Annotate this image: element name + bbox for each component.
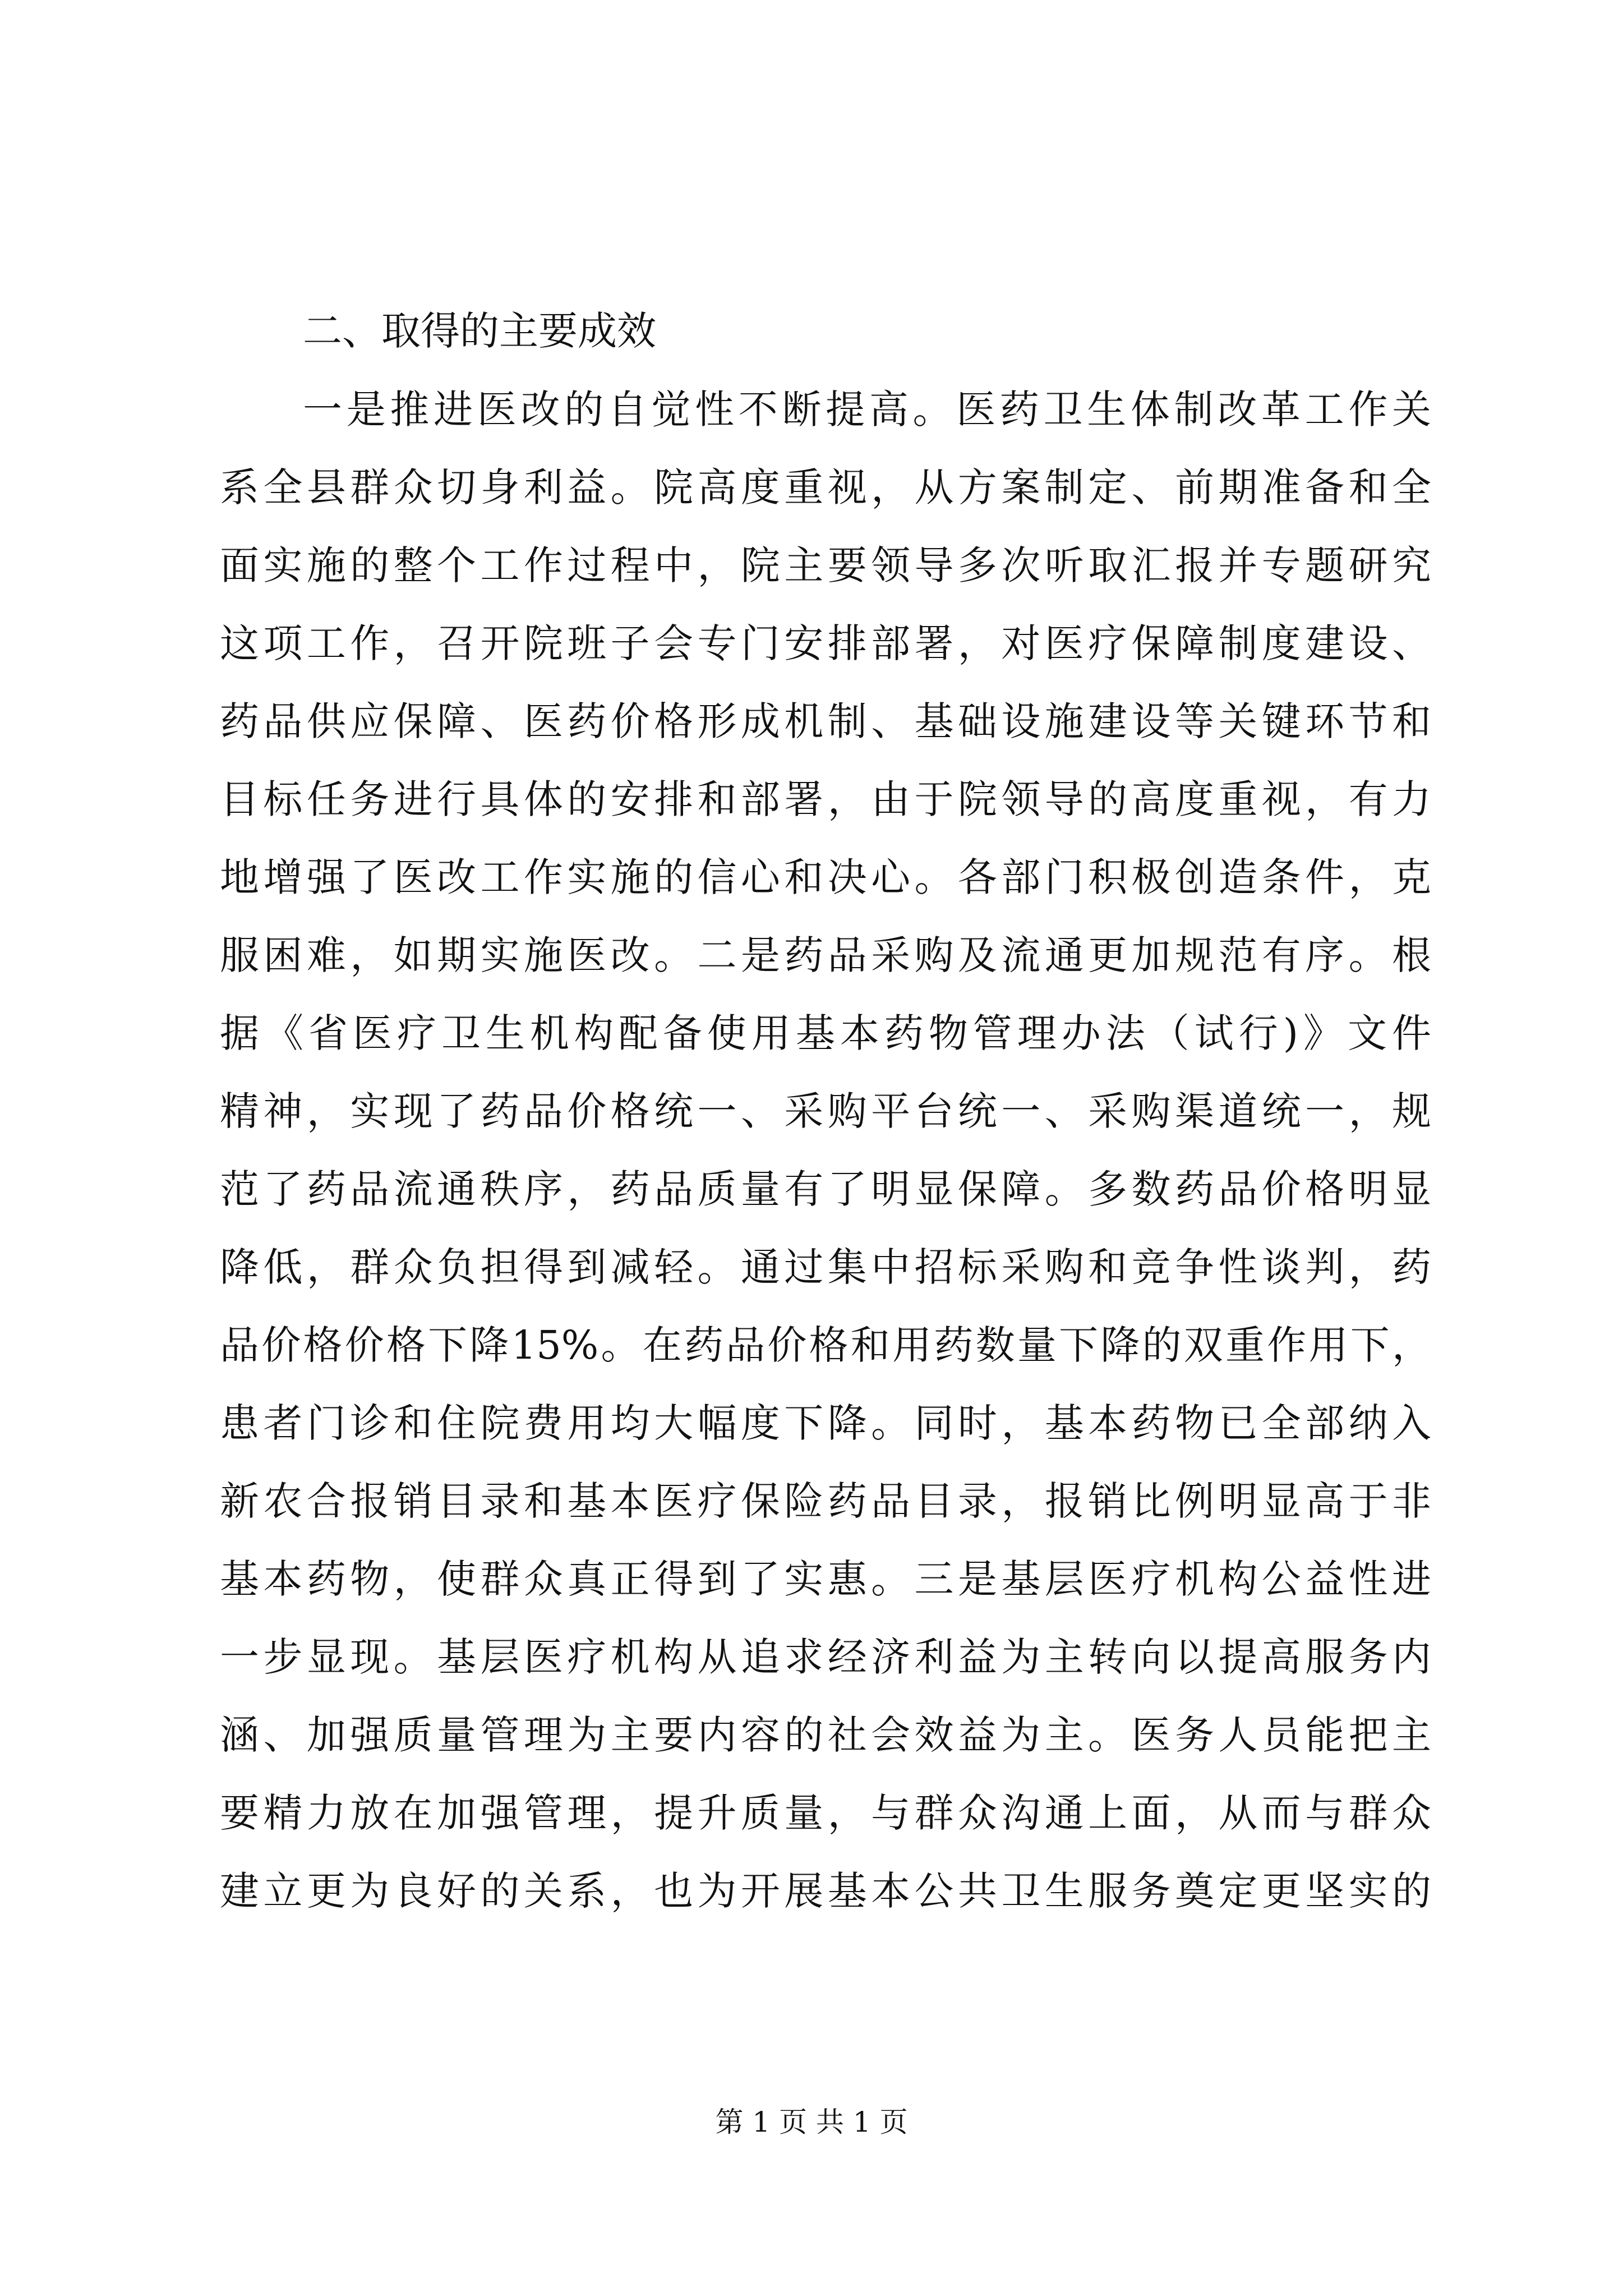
page-footer: 第 1 页 共 1 页 xyxy=(715,2106,908,2138)
paragraph-line: 要精力放在加强管理，提升质量，与群众沟通上面，从而与群众 xyxy=(220,1790,1431,1836)
paragraph-line: 新农合报销目录和基本医疗保险药品目录，报销比例明显高于非 xyxy=(220,1478,1431,1524)
paragraph-line: 据《省医疗卫生机构配备使用基本药物管理办法（试行)》文件 xyxy=(220,1010,1431,1056)
paragraph-line: 患者门诊和住院费用均大幅度下降。同时，基本药物已全部纳入 xyxy=(220,1400,1431,1446)
paragraph-line: 涵、加强质量管理为主要内容的社会效益为主。医务人员能把主 xyxy=(220,1712,1431,1758)
paragraph-line: 药品供应保障、医药价格形成机制、基础设施建设等关键环节和 xyxy=(220,698,1431,744)
paragraph-line: 建立更为良好的关系，也为开展基本公共卫生服务奠定更坚实的 xyxy=(220,1868,1431,1914)
paragraph-line: 目标任务进行具体的安排和部署，由于院领导的高度重视，有力 xyxy=(220,776,1431,822)
paragraph-line: 系全县群众切身利益。院高度重视，从方案制定、前期准备和全 xyxy=(220,464,1431,510)
paragraph-line: 一是推进医改的自觉性不断提高。医药卫生体制改革工作关 xyxy=(303,386,1431,432)
section-heading: 二、取得的主要成效 xyxy=(303,308,656,354)
paragraph-line: 这项工作，召开院班子会专门安排部署，对医疗保障制度建设、 xyxy=(220,620,1431,666)
paragraph-line: 基本药物，使群众真正得到了实惠。三是基层医疗机构公益性进 xyxy=(220,1556,1431,1602)
paragraph-line: 品价格价格下降15%。在药品价格和用药数量下降的双重作用下， xyxy=(220,1322,1431,1368)
paragraph-line: 范了药品流通秩序，药品质量有了明显保障。多数药品价格明显 xyxy=(220,1166,1431,1212)
paragraph-line: 降低，群众负担得到减轻。通过集中招标采购和竞争性谈判，药 xyxy=(220,1244,1431,1290)
paragraph-line: 地增强了医改工作实施的信心和决心。各部门积极创造条件，克 xyxy=(220,854,1431,900)
paragraph-line: 一步显现。基层医疗机构从追求经济利益为主转向以提高服务内 xyxy=(220,1634,1431,1680)
paragraph-line: 面实施的整个工作过程中，院主要领导多次听取汇报并专题研究 xyxy=(220,542,1431,588)
paragraph-line: 服困难，如期实施医改。二是药品采购及流通更加规范有序。根 xyxy=(220,932,1431,978)
paragraph-line: 精神，实现了药品价格统一、采购平台统一、采购渠道统一，规 xyxy=(220,1088,1431,1134)
